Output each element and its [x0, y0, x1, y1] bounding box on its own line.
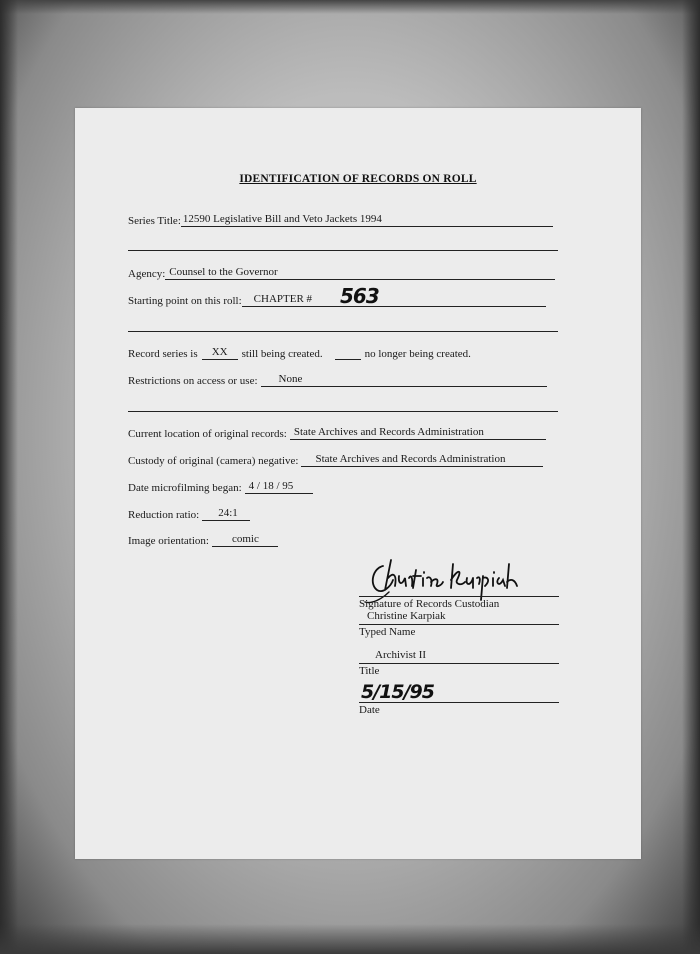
film-edge-right	[682, 0, 700, 954]
film-edge-top	[0, 0, 700, 14]
date-began-row	[128, 480, 313, 494]
date-began-label: Date microfilming began:	[128, 482, 242, 494]
current-location-row	[128, 426, 546, 440]
document-sheet	[75, 108, 641, 859]
current-location-label: Current location of original records:	[128, 428, 287, 440]
image-orientation-value: comic	[212, 533, 278, 547]
image-orientation-row	[128, 533, 278, 547]
restrictions-label: Restrictions on access or use:	[128, 375, 258, 387]
starting-point-value: CHAPTER #	[242, 293, 546, 307]
reduction-ratio-row	[128, 507, 250, 521]
signature-line	[359, 582, 559, 597]
series-title-label: Series Title:	[128, 215, 181, 227]
no-longer-being-created-label: no longer being created.	[364, 348, 471, 360]
agency-value: Counsel to the Governor	[165, 266, 555, 280]
current-location-value: State Archives and Records Administration	[290, 426, 546, 440]
no-longer-mark	[335, 346, 361, 360]
image-orientation-label: Image orientation:	[128, 535, 209, 547]
restrictions-continuation-line	[128, 411, 558, 412]
typed-name-label: Typed Name	[359, 626, 416, 638]
reduction-ratio-value: 24:1	[202, 507, 250, 521]
date-label: Date	[359, 704, 380, 716]
restrictions-row	[128, 373, 547, 387]
starting-point-row	[128, 293, 546, 307]
series-title-continuation-line	[128, 250, 558, 251]
typed-name-section	[359, 610, 559, 638]
still-being-created-label: still being created.	[241, 348, 323, 360]
starting-point-handwritten: 563	[340, 284, 379, 308]
series-title-row	[128, 213, 553, 227]
date-handwritten: 5/15/95	[361, 681, 434, 703]
title-value: Archivist II	[359, 649, 559, 664]
record-series-mark: XX	[202, 346, 238, 360]
agency-row	[128, 266, 555, 280]
starting-point-label: Starting point on this roll:	[128, 295, 242, 307]
date-line	[359, 688, 559, 703]
starting-point-continuation-line	[128, 331, 558, 332]
restrictions-value: None	[261, 373, 547, 387]
record-series-label: Record series is	[128, 348, 198, 360]
film-edge-left	[0, 0, 18, 954]
date-began-value: 4 / 18 / 95	[245, 480, 313, 494]
series-title-value: 12590 Legislative Bill and Veto Jackets 1994	[181, 213, 553, 227]
title-label: Title	[359, 665, 380, 677]
form-title: IDENTIFICATION OF RECORDS ON ROLL	[239, 173, 477, 185]
film-edge-bottom	[0, 924, 700, 954]
reduction-ratio-label: Reduction ratio:	[128, 509, 200, 521]
agency-label: Agency:	[128, 268, 166, 280]
signature-label: Signature of Records Custodian	[359, 598, 500, 610]
typed-name-value: Christine Karpiak	[359, 610, 559, 625]
custody-label: Custody of original (camera) negative:	[128, 455, 299, 467]
date-section	[359, 688, 559, 716]
title-section	[359, 649, 559, 677]
record-series-row	[128, 346, 471, 360]
custody-value: State Archives and Records Administration	[301, 453, 543, 467]
custody-row	[128, 453, 543, 467]
signature-section	[359, 582, 559, 610]
